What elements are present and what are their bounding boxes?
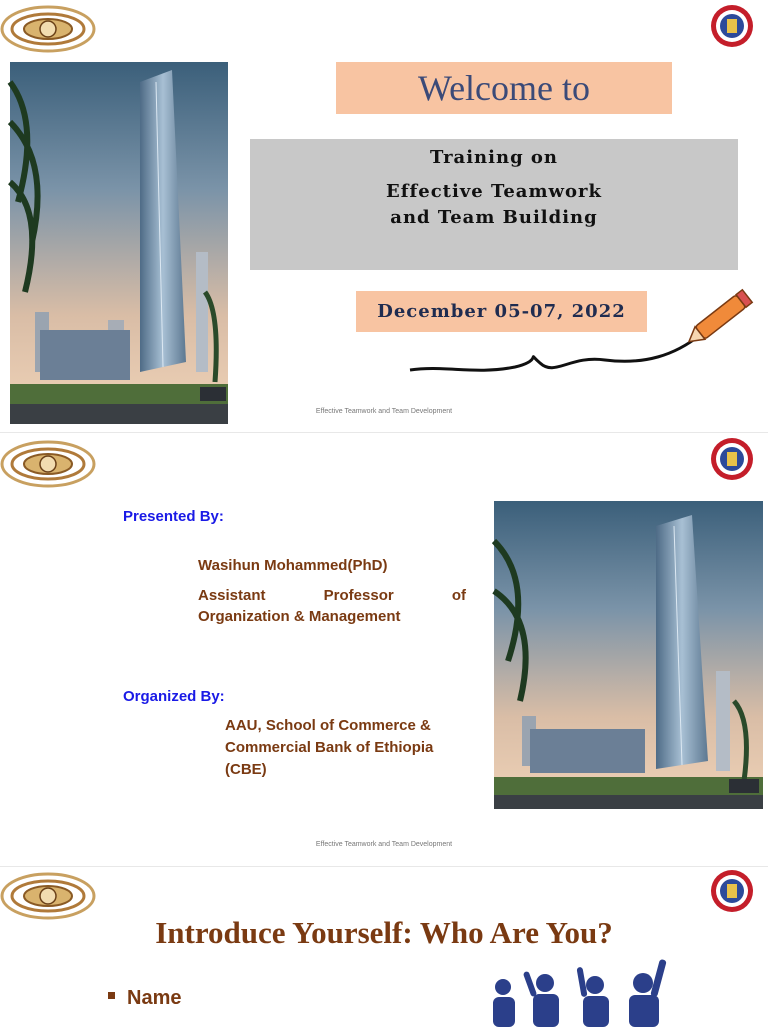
welcome-banner: Welcome to	[336, 62, 672, 114]
slide-footer: Effective Teamwork and Team Development	[315, 841, 453, 848]
date-banner: December 05-07, 2022	[356, 291, 647, 332]
intro-title: Introduce Yourself: Who Are You?	[155, 915, 613, 950]
organizer-line1: AAU, School of Commerce &	[225, 717, 431, 734]
bullet-name	[108, 987, 181, 1010]
bullet-square	[108, 992, 115, 999]
people-silhouette-icon	[485, 957, 685, 1027]
training-title-box	[250, 139, 738, 270]
training-line1: Training on	[429, 147, 559, 168]
university-seal-icon	[710, 869, 754, 913]
presented-by-heading: Presented By:	[123, 508, 224, 525]
logo-left-icon	[0, 435, 96, 493]
presenter-name: Wasihun Mohammed(PhD)	[198, 557, 388, 574]
organized-by-heading: Organized By:	[123, 688, 225, 705]
bullet-text: Name	[127, 987, 182, 1009]
slide-introduce	[0, 866, 768, 1025]
slide-title	[0, 0, 768, 430]
organizer-line2: Commercial Bank of Ethiopia	[225, 739, 434, 756]
training-line2: Effective Teamwork	[386, 181, 602, 202]
pencil-icon	[405, 285, 765, 385]
building-photo	[494, 501, 763, 809]
organizer-line3: (CBE)	[225, 761, 267, 778]
slide-presenters	[0, 432, 768, 848]
presenter-title-line1: Assistant Professor of	[198, 587, 466, 604]
building-photo	[10, 62, 228, 424]
university-seal-icon	[710, 437, 754, 481]
university-seal-icon	[710, 4, 754, 48]
slide-footer: Effective Teamwork and Team Development	[315, 408, 453, 415]
presenter-title-line2: Organization & Management	[198, 608, 401, 625]
training-line3: and Team Building	[390, 207, 598, 228]
logo-left-icon	[0, 0, 96, 58]
